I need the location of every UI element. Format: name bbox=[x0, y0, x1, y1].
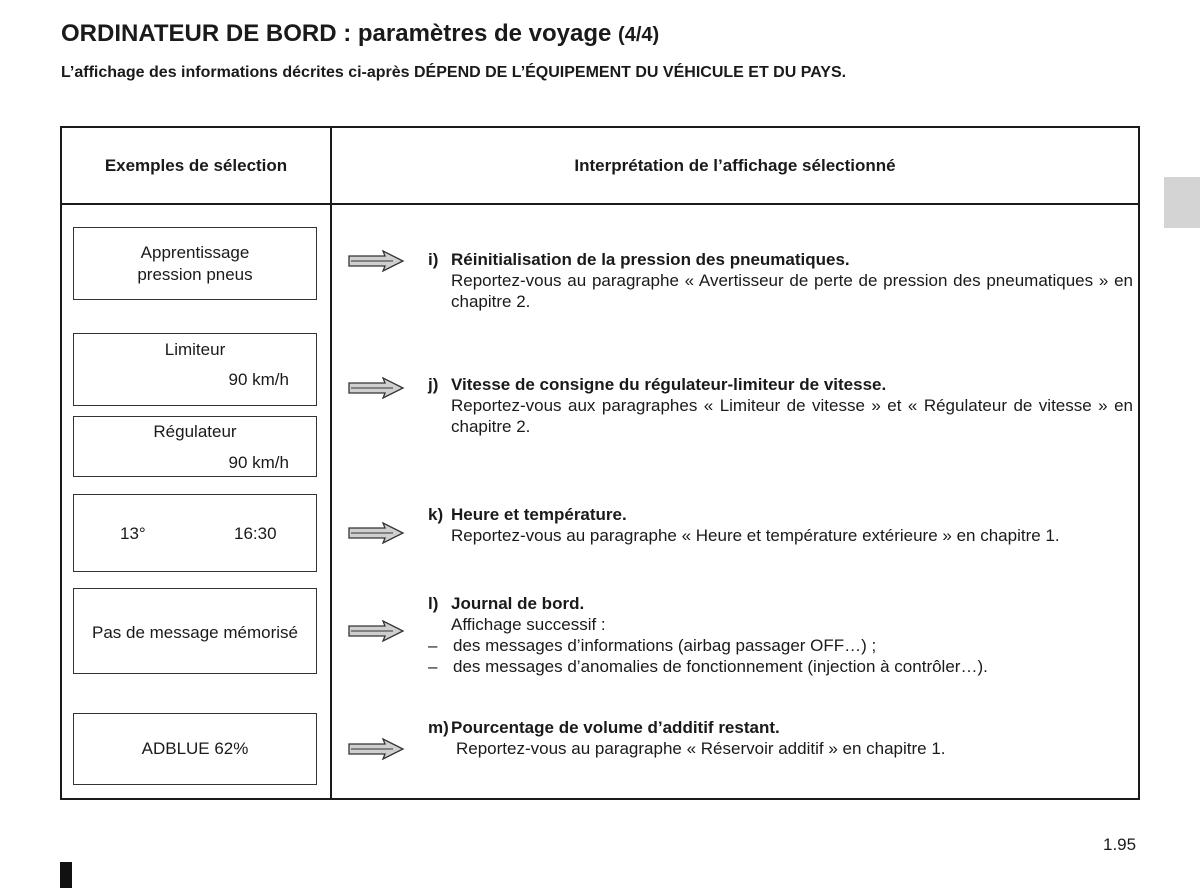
page-number: 1.95 bbox=[1103, 835, 1137, 854]
bullet-dash: – bbox=[428, 636, 438, 655]
right-arrow-icon bbox=[347, 522, 405, 544]
bullet-text: des messages d’anomalies de fonctionnement (injection à contrôler…). bbox=[453, 657, 988, 676]
column-header-interpretation: Interprétation de l’affichage sélectionné bbox=[574, 155, 896, 175]
item-title: Journal de bord. bbox=[451, 594, 585, 613]
screen-adblue bbox=[73, 713, 317, 785]
right-arrow-icon bbox=[347, 250, 405, 272]
screen-regulator bbox=[73, 416, 317, 477]
column-header-examples: Exemples de sélection bbox=[104, 155, 288, 175]
item-title: Heure et température. bbox=[451, 505, 627, 524]
list-item bbox=[428, 656, 1133, 677]
item-body: Reportez-vous au paragraphe « Réservoir additif » en chapitre 1. bbox=[456, 739, 946, 758]
screen-line: pression pneus bbox=[137, 265, 253, 284]
item-heading bbox=[428, 717, 1133, 738]
item-letter: m) bbox=[428, 718, 449, 737]
item-letter: l) bbox=[428, 594, 439, 613]
time-value: 16:30 bbox=[234, 524, 277, 543]
item-k bbox=[428, 504, 1133, 546]
screen-label: Régulateur bbox=[153, 422, 237, 441]
item-i bbox=[428, 249, 1133, 312]
list-item bbox=[428, 635, 1133, 656]
screen-log bbox=[73, 588, 317, 674]
screen-line: ADBLUE 62% bbox=[141, 739, 249, 758]
item-m bbox=[428, 717, 1133, 759]
screen-line: Pas de message mémorisé bbox=[92, 623, 298, 642]
temperature-value: 13° bbox=[120, 524, 146, 543]
header-divider bbox=[62, 203, 1138, 205]
screen-value: 90 km/h bbox=[228, 370, 289, 389]
chapter-tab-marker bbox=[1164, 177, 1200, 228]
item-heading bbox=[428, 504, 1133, 525]
item-title: Réinitialisation de la pression des pneumatiques. bbox=[451, 250, 850, 269]
item-j bbox=[428, 374, 1133, 437]
page-title bbox=[61, 20, 659, 48]
edge-marker bbox=[60, 862, 72, 888]
right-arrow-icon bbox=[347, 738, 405, 760]
screen-limiter bbox=[73, 333, 317, 406]
right-arrow-icon bbox=[347, 377, 405, 399]
column-divider bbox=[330, 128, 332, 798]
page-title-suffix: (4/4) bbox=[618, 24, 660, 46]
item-heading bbox=[428, 249, 1133, 270]
item-title: Pourcentage de volume d’additif restant. bbox=[451, 718, 780, 737]
item-body: Affichage successif : bbox=[451, 615, 606, 634]
item-letter: k) bbox=[428, 505, 444, 524]
page-title-text: ORDINATEUR DE BORD : paramètres de voyage bbox=[61, 20, 612, 47]
item-body: Reportez-vous au paragraphe « Avertisseur de perte de pression des pneumatiques » en chapitre 2. bbox=[451, 271, 1133, 311]
page-subtitle: L’affichage des informations décrites ci-après DÉPEND DE L’ÉQUIPEMENT DU VÉHICULE ET DU PAYS. bbox=[61, 64, 847, 81]
item-l bbox=[428, 593, 1133, 677]
item-letter: i) bbox=[428, 250, 439, 269]
bullet-dash: – bbox=[428, 657, 438, 676]
item-body: Reportez-vous aux paragraphes « Limiteur de vitesse » et « Régulateur de vitesse » en chapitre 2. bbox=[451, 396, 1133, 436]
screen-tire-pressure bbox=[73, 227, 317, 300]
bullet-text: des messages d’informations (airbag passager OFF…) ; bbox=[453, 636, 877, 655]
item-body: Reportez-vous au paragraphe « Heure et température extérieure » en chapitre 1. bbox=[451, 526, 1060, 545]
screen-label: Limiteur bbox=[164, 340, 226, 359]
item-heading bbox=[428, 374, 1133, 395]
screen-line: Apprentissage bbox=[140, 243, 250, 262]
right-arrow-icon bbox=[347, 620, 405, 642]
item-title: Vitesse de consigne du régulateur-limiteur de vitesse. bbox=[451, 375, 887, 394]
item-heading bbox=[428, 593, 1133, 614]
screen-time-temperature bbox=[73, 494, 317, 572]
screen-value: 90 km/h bbox=[228, 453, 289, 472]
item-letter: j) bbox=[428, 375, 439, 394]
